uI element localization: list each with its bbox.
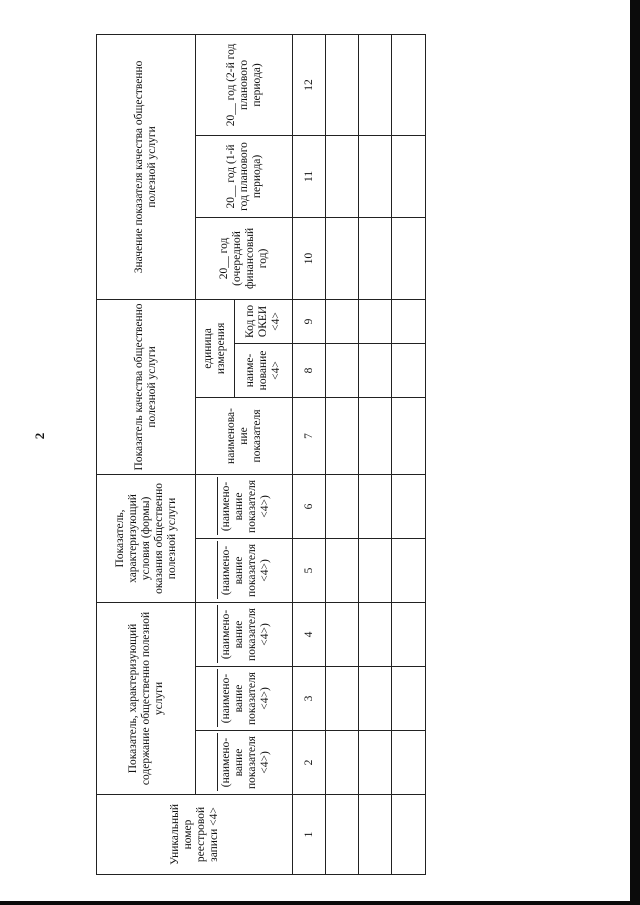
empty-cell[interactable] bbox=[359, 217, 392, 299]
empty-cell[interactable] bbox=[326, 343, 359, 397]
column-number: 1 bbox=[293, 795, 326, 875]
blank-line bbox=[216, 477, 218, 535]
empty-cell[interactable] bbox=[392, 538, 426, 602]
blank-line bbox=[216, 670, 218, 728]
indicator-name-label: (наимено-вание показателя <4>) bbox=[220, 480, 271, 533]
empty-cell[interactable] bbox=[359, 474, 392, 538]
empty-cell[interactable] bbox=[326, 34, 359, 135]
column-number: 2 bbox=[293, 731, 326, 795]
empty-cell[interactable] bbox=[326, 299, 359, 343]
empty-cell[interactable] bbox=[392, 135, 426, 217]
indicator-name-label: (наимено-вание показателя <4>) bbox=[220, 672, 271, 725]
indicator-name-label: (наимено-вание показателя <4>) bbox=[220, 736, 271, 789]
empty-cell[interactable] bbox=[392, 397, 426, 474]
blank-line bbox=[216, 541, 218, 599]
column-number: 12 bbox=[293, 34, 326, 135]
header-conditions-indicator-2 bbox=[196, 474, 293, 538]
header-year-first: 20__ год (1-й год планового периода) bbox=[196, 135, 293, 217]
empty-cell[interactable] bbox=[326, 667, 359, 731]
empty-cell[interactable] bbox=[326, 217, 359, 299]
header-conditions-group: Показатель, характеризующий условия (формы) оказания общественно полезной услуги bbox=[97, 474, 196, 602]
empty-cell[interactable] bbox=[359, 538, 392, 602]
empty-cell[interactable] bbox=[392, 795, 426, 875]
column-number: 9 bbox=[293, 299, 326, 343]
empty-cell[interactable] bbox=[359, 731, 392, 795]
header-quality-group: Показатель качества общественно полезной услуги bbox=[97, 299, 196, 474]
quality-indicator-table bbox=[96, 34, 426, 875]
empty-cell[interactable] bbox=[359, 602, 392, 666]
empty-cell[interactable] bbox=[326, 538, 359, 602]
page-number: 2 bbox=[32, 432, 47, 440]
header-year-second: 20__ год (2-й год планового периода) bbox=[196, 34, 293, 135]
empty-cell[interactable] bbox=[359, 34, 392, 135]
column-number: 6 bbox=[293, 474, 326, 538]
indicator-name-label: (наимено-вание показателя <4>) bbox=[220, 608, 271, 661]
column-number: 5 bbox=[293, 538, 326, 602]
empty-row bbox=[326, 34, 359, 874]
column-number: 4 bbox=[293, 602, 326, 666]
empty-cell[interactable] bbox=[326, 135, 359, 217]
empty-cell[interactable] bbox=[392, 299, 426, 343]
header-year-current: 20__ год (очередной финансовый год) bbox=[196, 217, 293, 299]
header-row-groups bbox=[97, 34, 196, 874]
rotated-table-wrapper bbox=[96, 35, 425, 875]
header-unit-name: наиме-нование <4> bbox=[235, 343, 293, 397]
empty-cell[interactable] bbox=[326, 397, 359, 474]
empty-cell[interactable] bbox=[359, 135, 392, 217]
header-content-indicator-2 bbox=[196, 667, 293, 731]
scan-edge-bottom bbox=[0, 901, 640, 905]
empty-cell[interactable] bbox=[392, 474, 426, 538]
scan-edge-right bbox=[630, 0, 640, 905]
empty-cell[interactable] bbox=[326, 474, 359, 538]
empty-cell[interactable] bbox=[326, 602, 359, 666]
empty-cell[interactable] bbox=[392, 34, 426, 135]
indicator-name-label: (наимено-вание показателя <4>) bbox=[220, 544, 271, 597]
header-unit-okei: Код по ОКЕИ <4> bbox=[235, 299, 293, 343]
empty-cell[interactable] bbox=[392, 667, 426, 731]
column-number: 10 bbox=[293, 217, 326, 299]
blank-line bbox=[216, 734, 218, 792]
empty-row bbox=[359, 34, 392, 874]
header-content-indicator-3 bbox=[196, 602, 293, 666]
column-number: 8 bbox=[293, 343, 326, 397]
empty-cell[interactable] bbox=[392, 731, 426, 795]
empty-cell[interactable] bbox=[359, 299, 392, 343]
empty-cell[interactable] bbox=[326, 795, 359, 875]
column-number-row bbox=[293, 34, 326, 874]
empty-cell[interactable] bbox=[359, 667, 392, 731]
header-quality-name: наименова-ние показателя bbox=[196, 397, 293, 474]
header-conditions-indicator-1 bbox=[196, 538, 293, 602]
empty-cell[interactable] bbox=[359, 343, 392, 397]
empty-cell[interactable] bbox=[359, 795, 392, 875]
empty-cell[interactable] bbox=[392, 217, 426, 299]
empty-cell[interactable] bbox=[359, 397, 392, 474]
empty-row bbox=[392, 34, 426, 874]
header-unit-group: единица измерения bbox=[196, 299, 235, 397]
header-content-indicator-1 bbox=[196, 731, 293, 795]
empty-cell[interactable] bbox=[392, 343, 426, 397]
empty-cell[interactable] bbox=[326, 731, 359, 795]
column-number: 7 bbox=[293, 397, 326, 474]
header-registry-number: Уникальный номер реестровой записи <4> bbox=[97, 795, 293, 875]
blank-line bbox=[216, 605, 218, 663]
empty-cell[interactable] bbox=[392, 602, 426, 666]
column-number: 3 bbox=[293, 667, 326, 731]
header-row-units bbox=[196, 34, 235, 874]
column-number: 11 bbox=[293, 135, 326, 217]
header-content-group: Показатель, характеризующий содержание общественно полезной услуги bbox=[97, 602, 196, 794]
header-value-group: Значение показателя качества общественно полезной услуги bbox=[97, 34, 196, 299]
